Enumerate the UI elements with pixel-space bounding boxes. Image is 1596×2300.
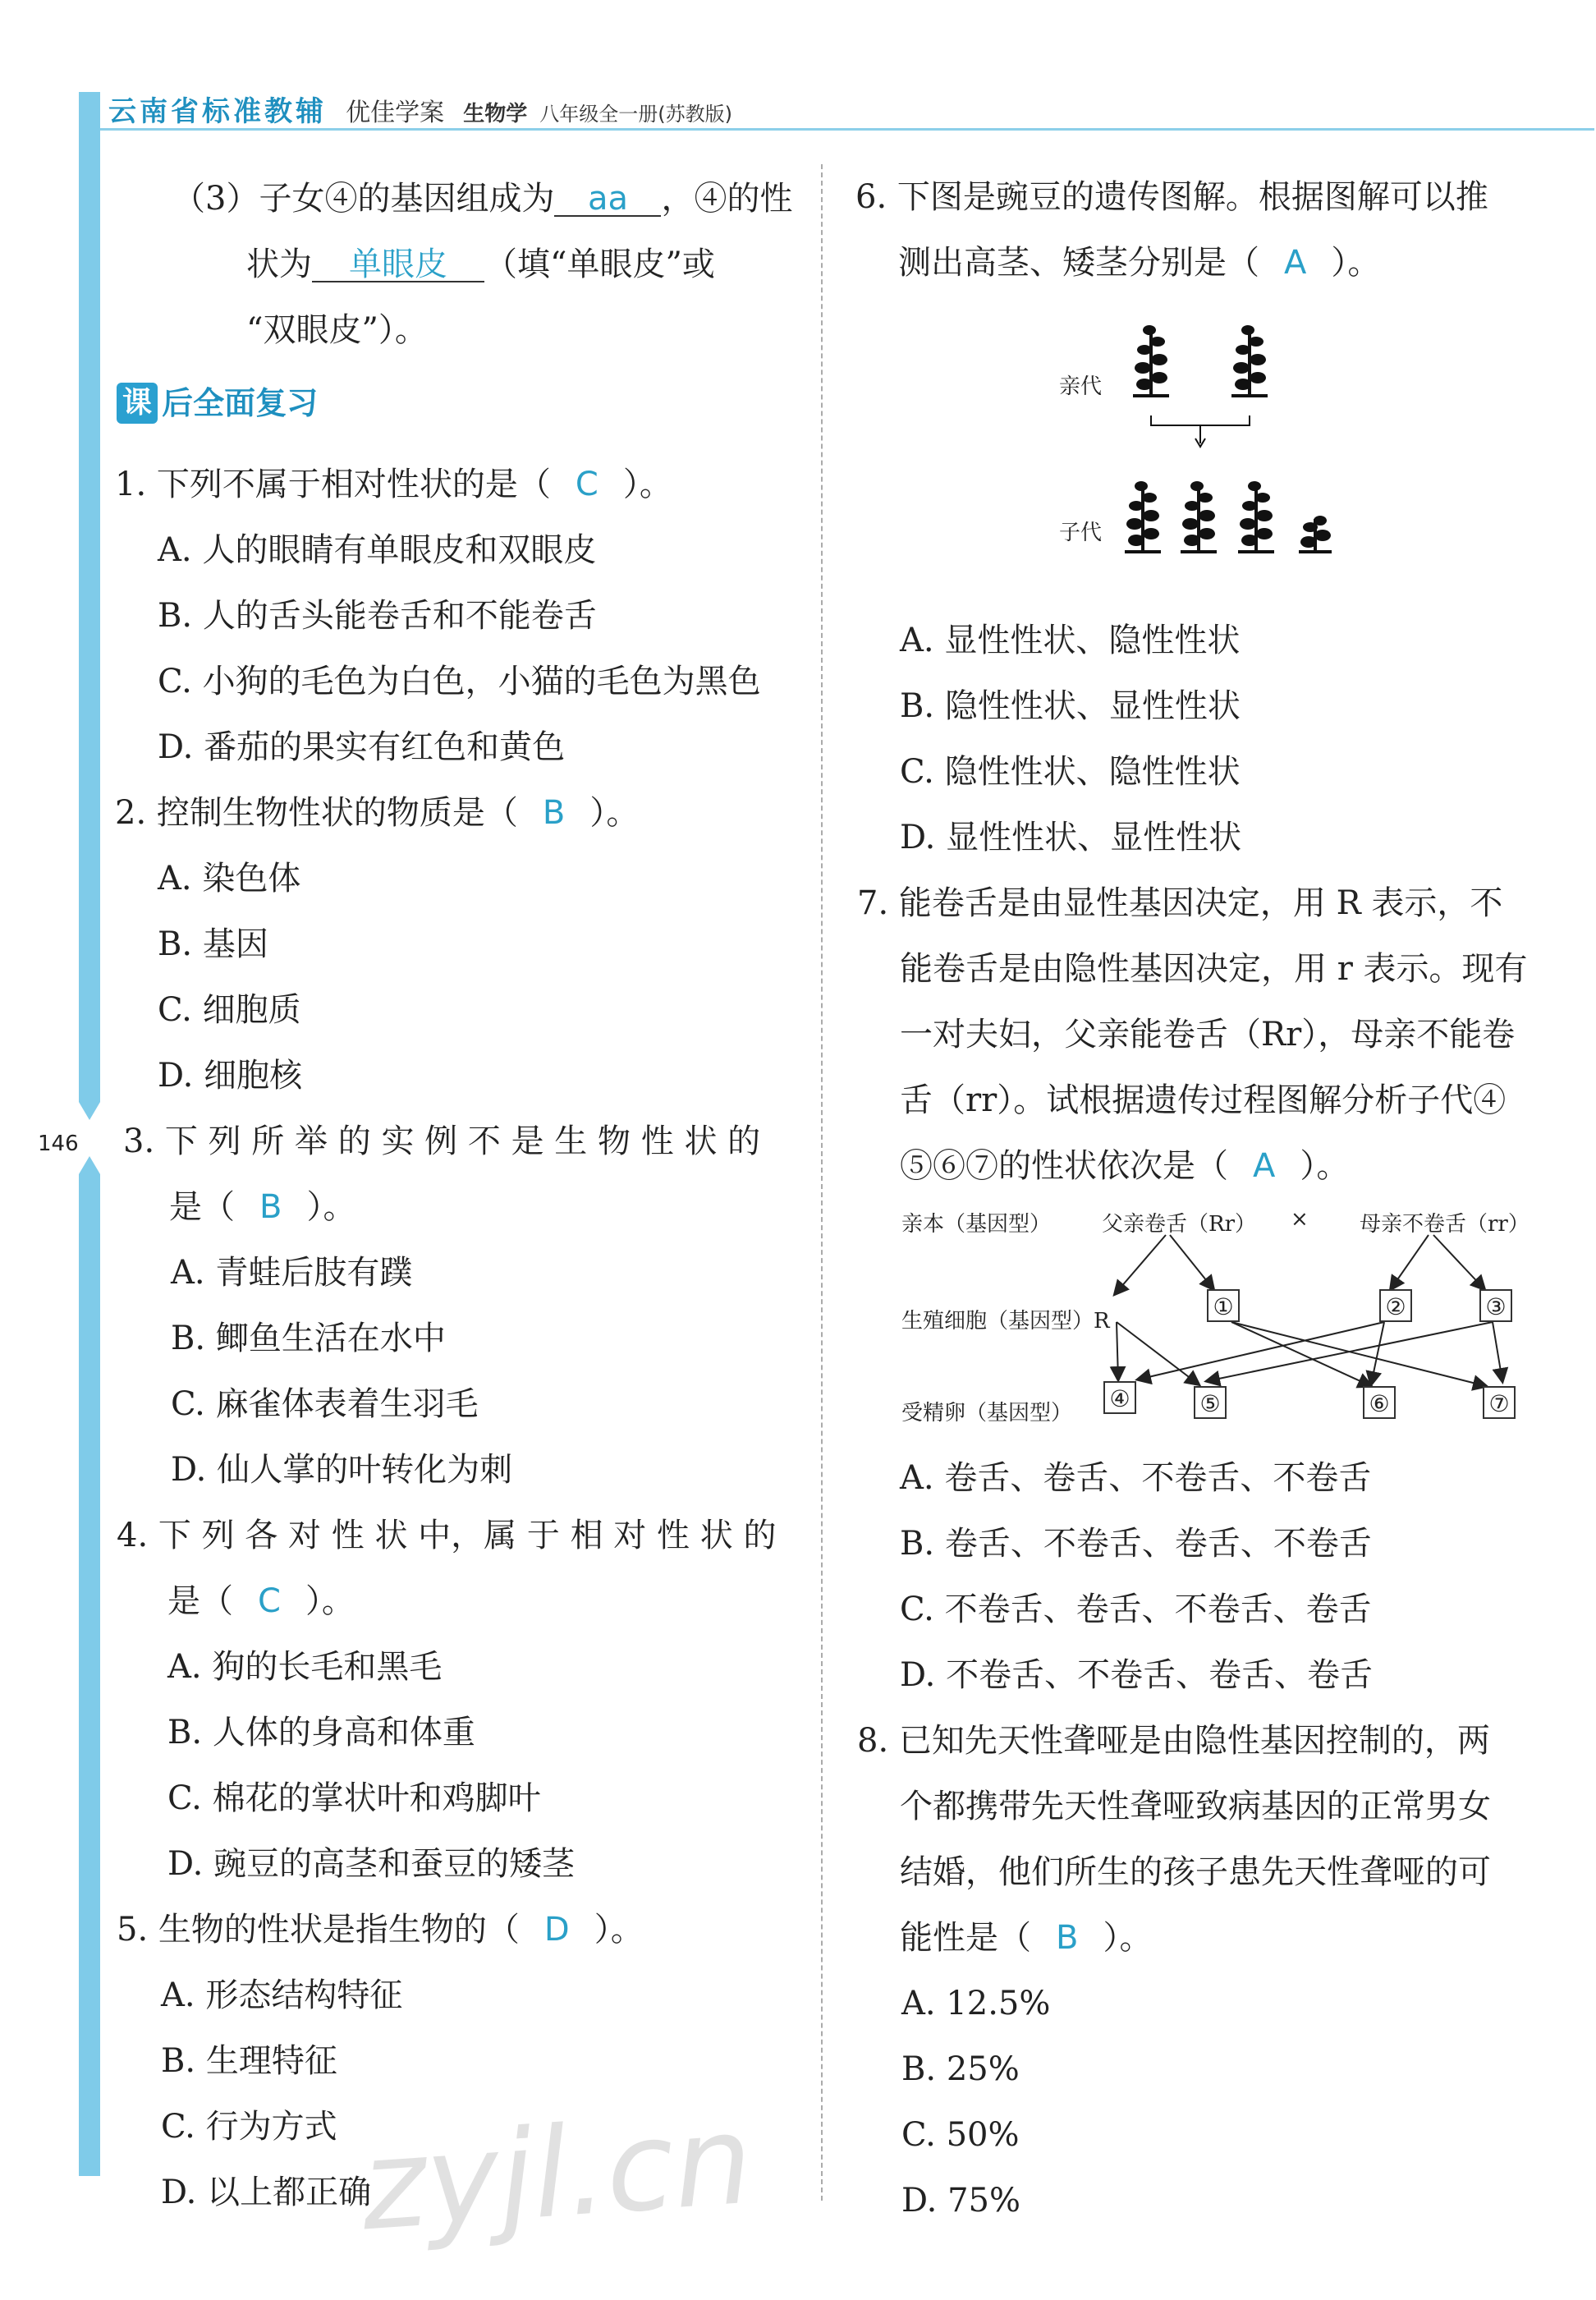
q3-option-b: B. 鲫鱼生活在水中 xyxy=(171,1320,446,1357)
q5-option-c: C. 行为方式 xyxy=(161,2108,337,2146)
q5-option-d: D. 以上都正确 xyxy=(161,2174,372,2211)
q6-answer: A xyxy=(1284,244,1307,282)
column-divider xyxy=(821,164,823,2201)
zygote-6: ⑥ xyxy=(1363,1386,1396,1419)
q1-option-d: D. 番茄的果实有红色和黄色 xyxy=(158,728,566,766)
q2-answer: B xyxy=(542,794,566,832)
q3-option-d: D. 仙人掌的叶转化为刺 xyxy=(171,1451,513,1489)
q3-answer: B xyxy=(259,1188,282,1226)
fig-child-label: 子代 xyxy=(1059,521,1103,545)
q4-answer: C xyxy=(258,1582,281,1620)
q7-option-b: B. 卷舌、不卷舌、卷舌、不卷舌 xyxy=(900,1525,1372,1563)
q8-line2: 个都携带先天性聋哑致病基因的正常男女 xyxy=(900,1788,1491,1825)
q8-answer: B xyxy=(1056,1919,1079,1957)
q7-line1: 7. 能卷舌是由显性基因决定，用 R 表示，不 xyxy=(857,884,1503,922)
q6-option-c: C. 隐性性状、隐性性状 xyxy=(900,753,1241,791)
child-plant-2 xyxy=(1181,481,1217,553)
q6-line2: 测出高茎、矮茎分别是（ A ）。 xyxy=(898,244,1381,282)
q8-option-b: B. 25% xyxy=(901,2050,1020,2088)
gamete-2: ② xyxy=(1379,1289,1412,1322)
father-label: 父亲卷舌（Rr） xyxy=(1102,1212,1257,1237)
q7-answer: A xyxy=(1253,1147,1276,1185)
q6-option-d: D. 显性性状、显性性状 xyxy=(900,819,1242,856)
genetics-diagram xyxy=(895,1199,1535,1445)
q5-option-b: B. 生理特征 xyxy=(161,2042,337,2080)
section-badge: 课 xyxy=(117,383,158,424)
margin-bar-bottom xyxy=(79,1174,100,2176)
child-plant-3 xyxy=(1238,481,1274,553)
margin-bar-top xyxy=(79,92,100,1102)
q2-option-c: C. 细胞质 xyxy=(158,991,301,1029)
q4-stem: 4. 下 列 各 对 性 状 中，属 于 相 对 性 状 的 xyxy=(117,1517,777,1554)
q3-stem: 3. 下 列 所 举 的 实 例 不 是 生 物 性 状 的 xyxy=(123,1122,761,1160)
q4-option-b: B. 人体的身高和体重 xyxy=(167,1714,475,1751)
q6-line1: 6. 下图是豌豆的遗传图解。根据图解可以推 xyxy=(855,178,1488,216)
q4-option-c: C. 棉花的掌状叶和鸡脚叶 xyxy=(167,1779,541,1817)
q-prev-line1: （3）子女④的基因组成为 aa ，④的性 xyxy=(172,180,793,218)
q3-line2: 是（ B ）。 xyxy=(169,1188,356,1226)
fig-parent-label: 亲代 xyxy=(1059,374,1103,399)
q3-option-a: A. 青蛙后肢有蹼 xyxy=(171,1254,413,1292)
header xyxy=(108,89,732,128)
q7-line2: 能卷舌是由隐性基因决定，用 r 表示。现有 xyxy=(900,950,1528,988)
margin-notch xyxy=(79,1102,100,1120)
row2-label: 生殖细胞（基因型）R xyxy=(901,1309,1110,1334)
mother-label: 母亲不卷舌（rr） xyxy=(1360,1212,1530,1237)
q8-line3: 结婚，他们所生的孩子患先天性聋哑的可 xyxy=(900,1853,1491,1891)
section-title: 后全面复习 xyxy=(162,385,319,421)
q7-option-a: A. 卷舌、卷舌、不卷舌、不卷舌 xyxy=(900,1459,1372,1497)
q2-option-a: A. 染色体 xyxy=(158,860,301,898)
q1-answer: C xyxy=(575,466,598,503)
q3-option-c: C. 麻雀体表着生羽毛 xyxy=(171,1385,479,1423)
parent-plant-1 xyxy=(1133,325,1169,397)
gamete-1: ① xyxy=(1207,1289,1240,1322)
q7-option-c: C. 不卷舌、卷舌、不卷舌、卷舌 xyxy=(900,1591,1372,1628)
q8-option-a: A. 12.5% xyxy=(901,1985,1051,2022)
q-prev-line2: 状为 单眼皮 （填“单眼皮”或 xyxy=(246,246,715,283)
watermark: zyjl.cn xyxy=(356,2088,757,2259)
header-grade: 八年级全一册(苏教版) xyxy=(539,103,733,126)
q5-option-a: A. 形态结构特征 xyxy=(161,1976,403,2014)
page-number: 146 xyxy=(38,1132,79,1156)
q5-stem: 5. 生物的性状是指生物的（ D ）。 xyxy=(117,1911,644,1949)
row1-label: 亲本（基因型） xyxy=(901,1212,1052,1237)
q4-option-a: A. 狗的长毛和黑毛 xyxy=(167,1648,443,1686)
q8-line4: 能性是（ B ）。 xyxy=(900,1919,1153,1957)
q7-option-d: D. 不卷舌、不卷舌、卷舌、卷舌 xyxy=(900,1656,1374,1694)
q1-option-a: A. 人的眼睛有单眼皮和双眼皮 xyxy=(158,531,597,569)
header-brand: 云南省标准教辅 xyxy=(108,95,327,128)
q4-option-d: D. 豌豆的高茎和蚕豆的矮茎 xyxy=(167,1845,576,1883)
q1-stem: 1. 下列不属于相对性状的是（ C ）。 xyxy=(115,466,672,503)
section-heading xyxy=(117,383,318,424)
header-subject: 生物学 xyxy=(463,102,528,126)
row3-label: 受精卵（基因型） xyxy=(901,1401,1073,1425)
q7-line5: ⑤⑥⑦的性状依次是（ A ）。 xyxy=(900,1147,1350,1185)
q7-line3: 一对夫妇，父亲能卷舌（Rr），母亲不能卷 xyxy=(900,1016,1516,1054)
q2-stem: 2. 控制生物性状的物质是（ B ）。 xyxy=(115,794,640,832)
q5-answer: D xyxy=(543,1911,570,1949)
gamete-3: ③ xyxy=(1479,1289,1512,1322)
q8-option-c: C. 50% xyxy=(901,2116,1020,2154)
q2-option-b: B. 基因 xyxy=(158,925,268,963)
q6-option-b: B. 隐性性状、显性性状 xyxy=(900,687,1241,725)
header-rule xyxy=(100,128,1594,131)
parent-plant-2 xyxy=(1231,325,1268,397)
q1-option-c: C. 小狗的毛色为白色，小猫的毛色为黑色 xyxy=(158,663,761,700)
q7-line4: 舌（rr）。试根据遗传过程图解分析子代④ xyxy=(900,1081,1507,1119)
q8-option-d: D. 75% xyxy=(901,2182,1020,2220)
q2-option-d: D. 细胞核 xyxy=(158,1057,303,1095)
q1-option-b: B. 人的舌头能卷舌和不能卷舌 xyxy=(158,597,597,635)
margin-notch-2 xyxy=(79,1156,100,1174)
child-plant-4 xyxy=(1299,516,1332,553)
zygote-5: ⑤ xyxy=(1194,1386,1227,1419)
child-plant-1 xyxy=(1125,481,1161,553)
cross-symbol: × xyxy=(1291,1207,1309,1232)
zygote-4: ④ xyxy=(1103,1381,1136,1414)
answer-single-eyelid: 单眼皮 xyxy=(349,246,447,283)
header-series: 优佳学案 xyxy=(346,99,445,127)
q8-line1: 8. 已知先天性聋哑是由隐性基因控制的，两 xyxy=(857,1722,1490,1760)
q4-line2: 是（ C ）。 xyxy=(167,1582,355,1620)
q6-option-a: A. 显性性状、隐性性状 xyxy=(900,622,1241,659)
pea-cross-figure xyxy=(1125,312,1371,583)
answer-aa: aa xyxy=(587,180,628,218)
zygote-7: ⑦ xyxy=(1483,1386,1516,1419)
q-prev-line3: “双眼皮”）。 xyxy=(246,311,428,349)
